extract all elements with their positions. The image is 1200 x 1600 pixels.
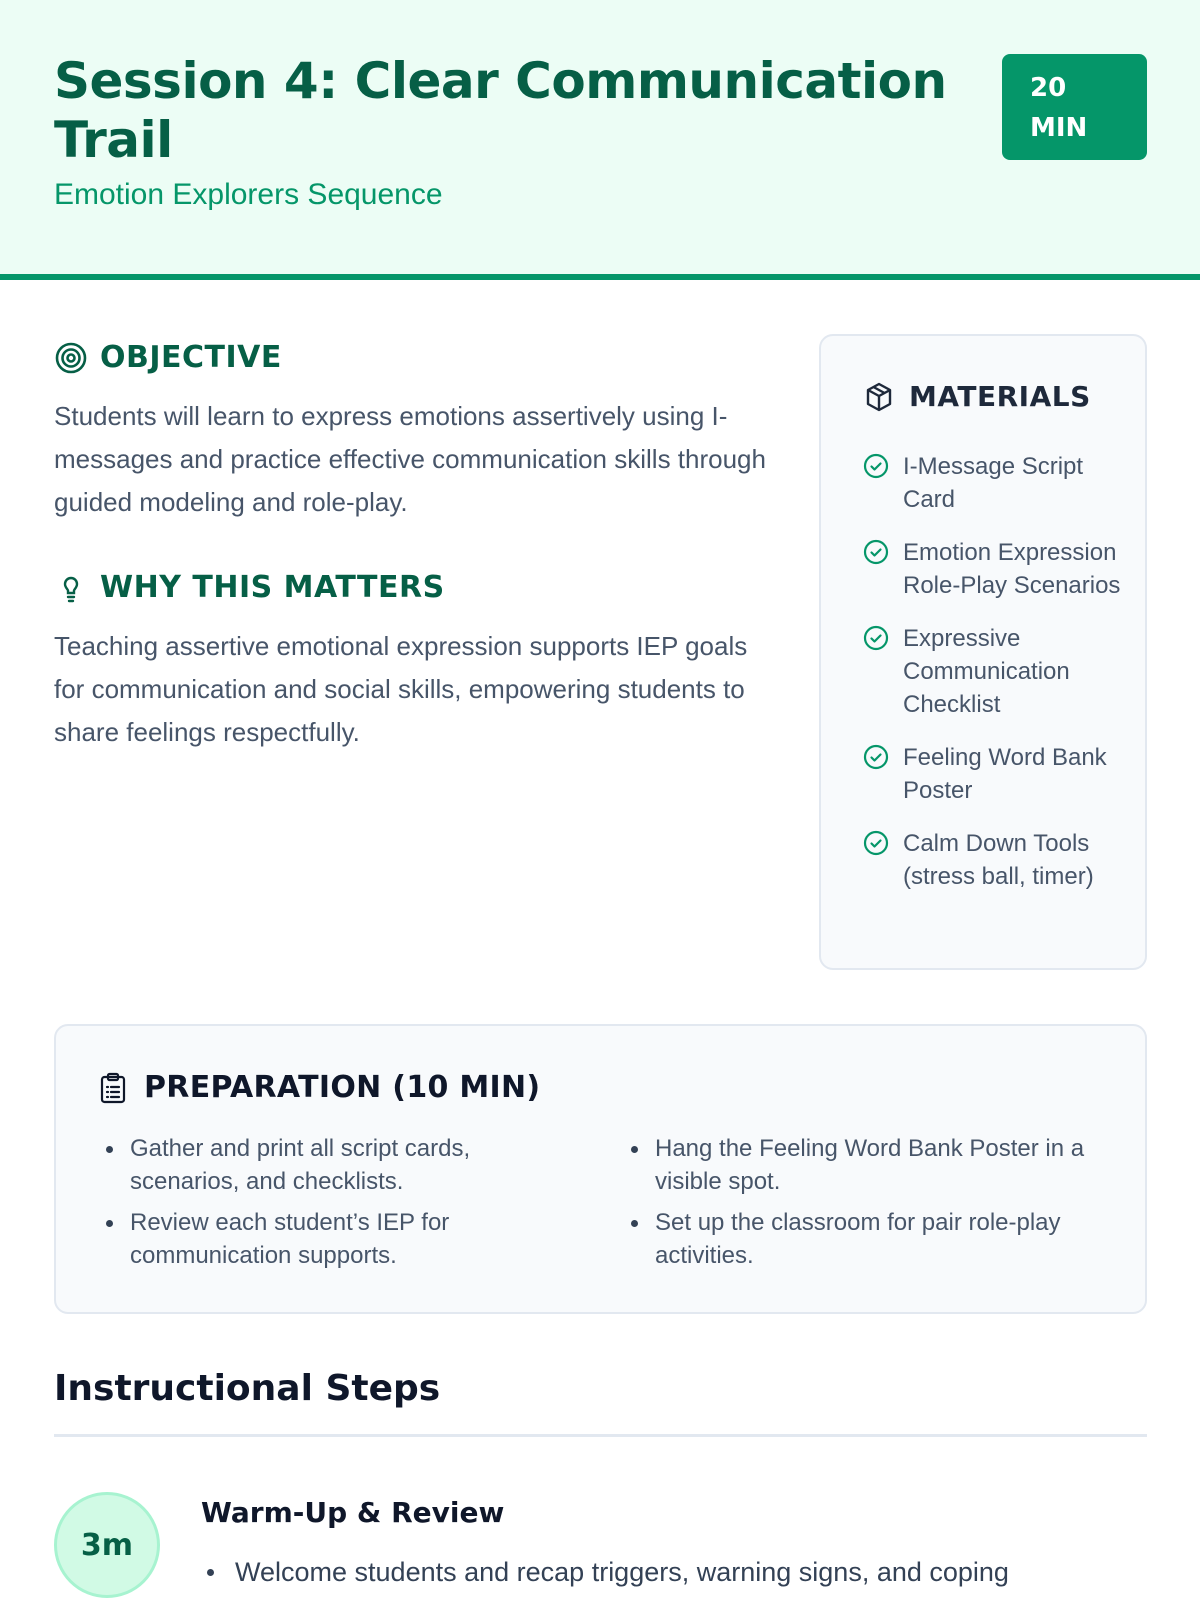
preparation-heading [98, 1070, 540, 1105]
materials-card [819, 334, 1147, 970]
list-item: Set up the classroom for pair role-play activities. [623, 1206, 1093, 1272]
list-item [863, 622, 1133, 721]
page-subtitle: Emotion Explorers Sequence [54, 178, 443, 211]
why-heading-label: WHY THIS MATTERS [100, 570, 445, 605]
why-heading [54, 570, 445, 605]
step-title: Warm-Up & Review [201, 1496, 505, 1529]
why-text: Teaching assertive emotional expression supports IEP goals for communication and social skills, empowering students to share feelings respectfully. [54, 631, 748, 747]
duration-value: 20 [1030, 73, 1067, 103]
lightbulb-icon [54, 571, 88, 605]
materials-heading [863, 380, 1091, 413]
check-circle-icon [863, 625, 889, 651]
material-label: Emotion Expression Role-Play Scenarios [903, 539, 1121, 599]
material-label: I-Message Script Card [903, 453, 1084, 513]
list-item [863, 827, 1133, 893]
objective-text: Students will learn to express emotions assertively using I-messages and practice effective communication skills through guided modeling and role-play. [54, 401, 766, 517]
preparation-heading-label: PREPARATION (10 MIN) [144, 1070, 541, 1105]
list-item [863, 741, 1133, 807]
check-circle-icon [863, 453, 889, 479]
list-item [863, 450, 1133, 516]
list-item: Hang the Feeling Word Bank Poster in a visible spot. [623, 1132, 1093, 1198]
page-title: Session 4: Clear Communication Trail [54, 52, 947, 169]
objective-heading-label: OBJECTIVE [100, 340, 282, 375]
material-label: Calm Down Tools (stress ball, timer) [903, 830, 1094, 890]
box-icon [863, 381, 895, 413]
check-circle-icon [863, 539, 889, 565]
preparation-card [54, 1024, 1147, 1314]
material-label: Expressive Communication Checklist [903, 625, 1070, 718]
list-item: Gather and print all script cards, scenarios, and checklists. [98, 1132, 568, 1198]
objective-heading [54, 340, 282, 375]
list-item: Welcome students and recap triggers, warning signs, and coping [201, 1552, 1101, 1592]
materials-heading-label: MATERIALS [909, 380, 1091, 413]
check-circle-icon [863, 744, 889, 770]
materials-list [863, 450, 1133, 913]
duration-badge [1002, 54, 1147, 160]
target-icon [54, 341, 88, 375]
list-item [863, 536, 1133, 602]
steps-heading: Instructional Steps [54, 1368, 441, 1409]
preparation-list-right [623, 1132, 1093, 1280]
clipboard-icon [98, 1072, 128, 1104]
step-bullet-list [201, 1552, 1101, 1592]
duration-unit: MIN [1030, 113, 1088, 143]
preparation-list-left [98, 1132, 568, 1280]
session-header [0, 0, 1200, 280]
material-label: Feeling Word Bank Poster [903, 744, 1107, 804]
step-duration-badge: 3m [54, 1492, 160, 1598]
list-item: Review each student’s IEP for communication supports. [98, 1206, 568, 1272]
divider [54, 1434, 1147, 1437]
check-circle-icon [863, 830, 889, 856]
